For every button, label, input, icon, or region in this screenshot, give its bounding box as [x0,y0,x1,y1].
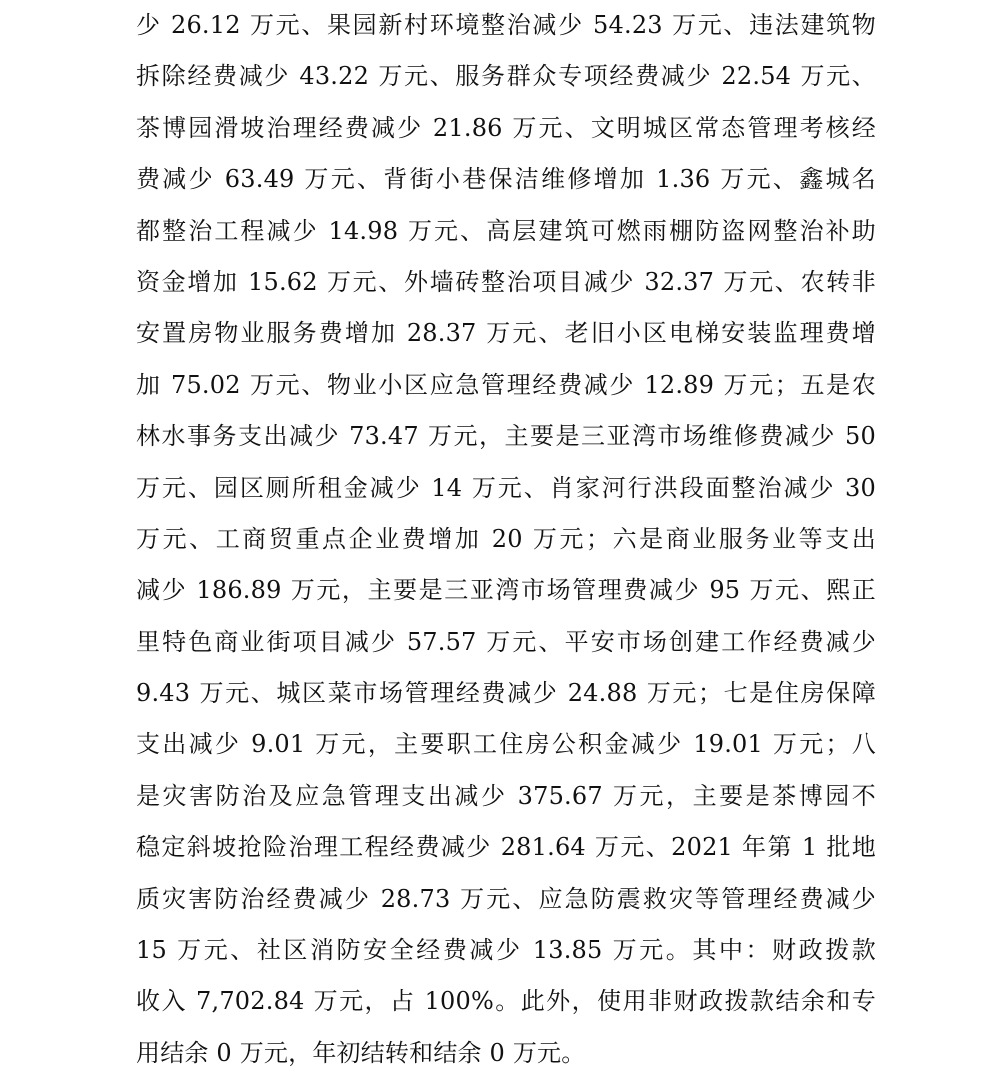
text-line: 都整治工程减少 14.98 万元、高层建筑可燃雨棚防盗网整治补助 [136,216,876,245]
text-line: 安置房物业服务费增加 28.37 万元、老旧小区电梯安装监理费增 [136,319,876,348]
text-line: 9.43 万元、城区菜市场管理经费减少 24.88 万元；七是住房保障 [136,679,876,708]
text-line: 质灾害防治经费减少 28.73 万元、应急防震救灾等管理经费减少 [136,884,876,913]
text-line: 少 26.12 万元、果园新村环境整治减少 54.23 万元、违法建筑物 [136,11,876,39]
text-line: 费减少 63.49 万元、背街小巷保洁维修增加 1.36 万元、鑫城名 [136,165,876,194]
text-line: 15 万元、社区消防安全经费减少 13.85 万元。其中：财政拨款 [136,936,876,965]
text-line: 茶博园滑坡治理经费减少 21.86 万元、文明城区常态管理考核经 [136,113,876,142]
text-line: 万元、工商贸重点企业费增加 20 万元；六是商业服务业等支出 [136,524,876,553]
text-line: 稳定斜坡抢险治理工程经费减少 281.64 万元、2021 年第 1 批地 [136,833,876,862]
text-line: 支出减少 9.01 万元，主要职工住房公积金减少 19.01 万元；八 [136,730,876,759]
text-line-last: 用结余 0 万元，年初结转和结余 0 万元。 [136,1038,586,1067]
text-line: 收入 7,702.84 万元，占 100%。此外，使用非财政拨款结余和专 [136,987,876,1016]
text-line: 资金增加 15.62 万元、外墙砖整治项目减少 32.37 万元、农转非 [136,267,876,296]
text-line: 林水事务支出减少 73.47 万元，主要是三亚湾市场维修费减少 50 [136,422,876,451]
text-line: 减少 186.89 万元，主要是三亚湾市场管理费减少 95 万元、熙正 [136,576,876,605]
body-paragraph [136,0,876,1079]
text-line: 里特色商业街项目减少 57.57 万元、平安市场创建工作经费减少 [136,627,876,656]
text-line: 加 75.02 万元、物业小区应急管理经费减少 12.89 万元；五是农 [136,370,876,399]
text-line: 是灾害防治及应急管理支出减少 375.67 万元，主要是茶博园不 [136,781,876,810]
text-line: 拆除经费减少 43.22 万元、服务群众专项经费减少 22.54 万元、 [136,62,876,91]
text-line: 万元、园区厕所租金减少 14 万元、肖家河行洪段面整治减少 30 [136,473,876,502]
